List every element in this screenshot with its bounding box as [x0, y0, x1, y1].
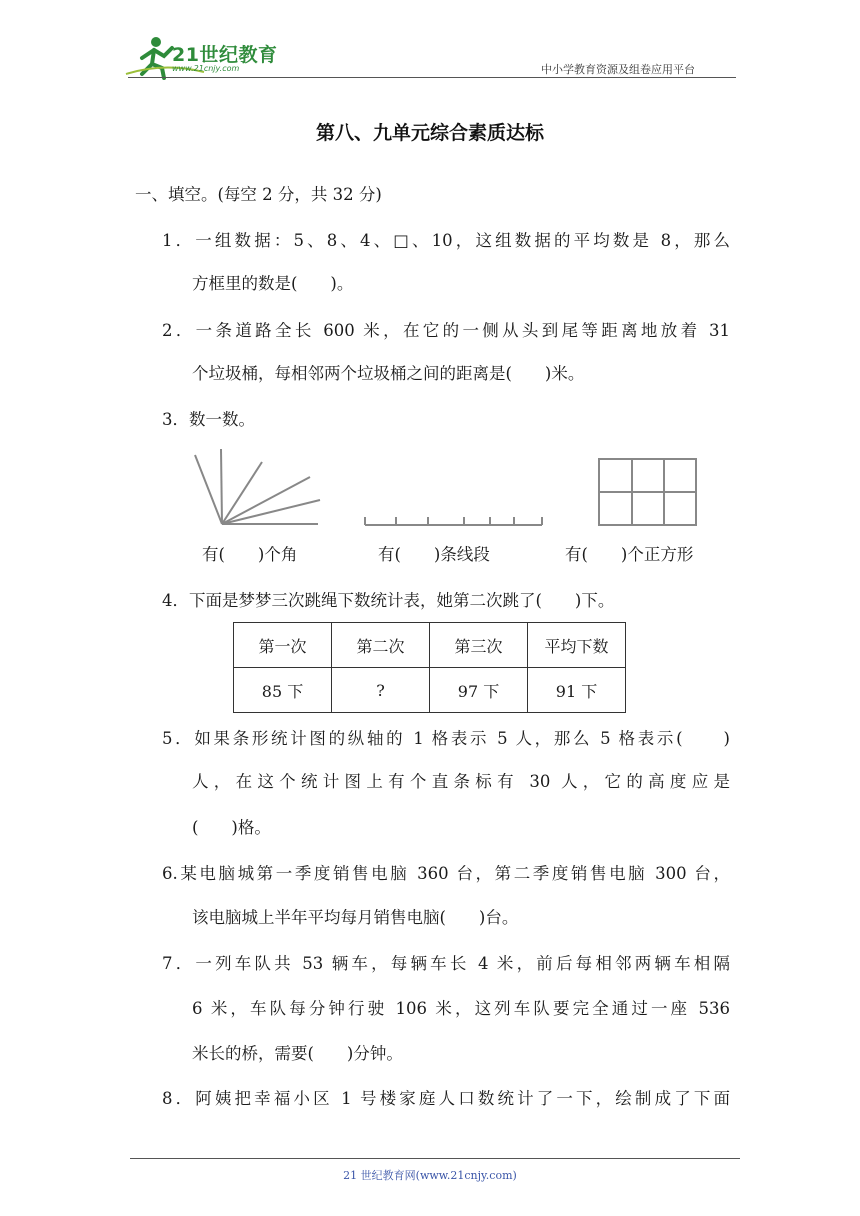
q5-line1: 5．如果条形统计图的纵轴的 1 格表示 5 人，那么 5 格表示( ) [162, 729, 730, 748]
q4-line1: 4．下面是梦梦三次跳绳下数统计表，她第二次跳了( )下。 [162, 591, 615, 610]
q2-line1: 2．一条道路全长 600 米，在它的一侧从头到尾等距离地放着 31 [162, 321, 730, 340]
q1-line2: 方框里的数是( )。 [192, 274, 354, 293]
q2-line2: 个垃圾桶，每相邻两个垃圾桶之间的距离是( )米。 [192, 364, 585, 383]
table-cell: ? [332, 668, 430, 713]
section-heading: 一、填空。(每空 2 分，共 32 分) [135, 185, 382, 204]
footer-divider [130, 1158, 740, 1159]
platform-text: 中小学教育资源及组卷应用平台 [541, 63, 695, 76]
table-cell: 91 下 [528, 668, 626, 713]
q5-line3: ( )格。 [192, 818, 271, 837]
q7-line3: 米长的桥，需要( )分钟。 [192, 1044, 403, 1063]
header-divider [128, 77, 736, 78]
footer-text: 21 世纪教育网(www.21cnjy.com) [343, 1169, 517, 1182]
q3-label-squares: 有( )个正方形 [565, 545, 694, 564]
table-header-row [234, 623, 626, 668]
q8-line1: 8．阿姨把幸福小区 1 号楼家庭人口数统计了一下，绘制成了下面 [162, 1089, 730, 1108]
table-cell: 85 下 [234, 668, 332, 713]
q3-label-angles: 有( )个角 [202, 545, 298, 564]
table-row [234, 668, 626, 713]
table-header-cell: 第一次 [234, 623, 332, 668]
logo-text: 21世纪教育 [172, 44, 278, 66]
jump-rope-table [233, 622, 626, 713]
table-header-cell: 第三次 [430, 623, 528, 668]
page-title: 第八、九单元综合素质达标 [315, 122, 544, 144]
line-segment-figure [362, 510, 544, 530]
q6-line2: 该电脑城上半年平均每月销售电脑( )台。 [192, 908, 519, 927]
angle-figure [190, 447, 325, 529]
q7-line2: 6 米，车队每分钟行驶 106 米，这列车队要完全通过一座 536 [192, 999, 730, 1018]
q1-line1: 1．一组数据：5、8、4、□、10，这组数据的平均数是 8，那么 [162, 231, 730, 250]
table-header-cell: 平均下数 [528, 623, 626, 668]
square-grid-figure [597, 457, 699, 527]
table-cell: 97 下 [430, 668, 528, 713]
q7-line1: 7．一列车队共 53 辆车，每辆车长 4 米，前后每相邻两辆车相隔 [162, 954, 730, 973]
q3-line1: 3．数一数。 [162, 410, 255, 429]
q6-line1: 6.某电脑城第一季度销售电脑 360 台，第二季度销售电脑 300 台， [162, 864, 730, 883]
q3-label-segments: 有( )条线段 [378, 545, 490, 564]
q5-line2: 人，在这个统计图上有个直条标有 30 人，它的高度应是 [192, 772, 730, 791]
logo-url: www.21cnjy.com [172, 64, 240, 73]
table-header-cell: 第二次 [332, 623, 430, 668]
